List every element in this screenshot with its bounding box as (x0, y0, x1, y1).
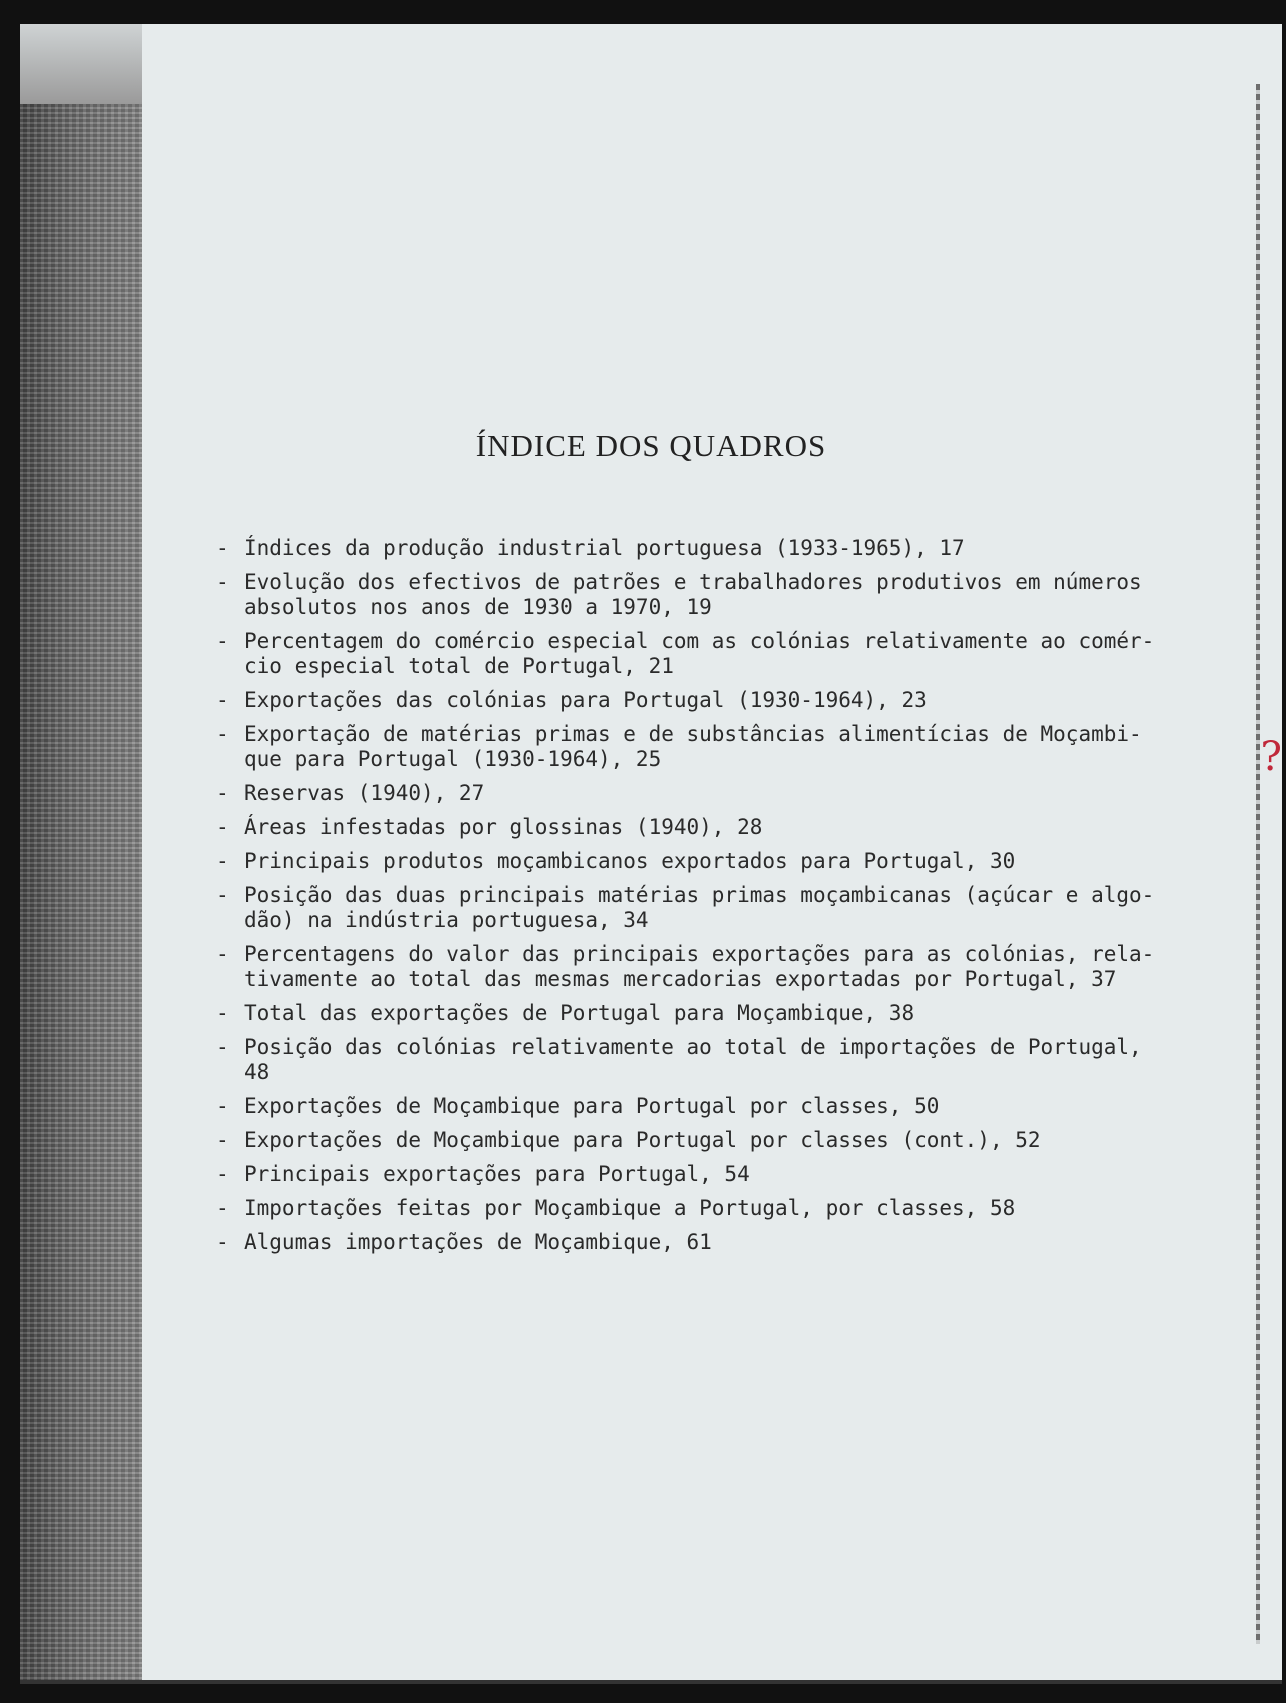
list-item-text: Percentagens do valor das principais exportações para as colónias, rela- tivamente ao total das mesmas mercadorias exportadas por Portugal, 37 (244, 942, 1155, 991)
list-dash: - (216, 722, 229, 746)
margin-mark: ? (1260, 734, 1282, 780)
list-item (216, 536, 1226, 561)
list-item-text: Exportações de Moçambique para Portugal por classes (cont.), 52 (244, 1128, 1041, 1152)
list-item-text: Principais exportações para Portugal, 54 (244, 1162, 750, 1186)
list-item-text: Posição das colónias relativamente ao total de importações de Portugal, 48 (244, 1035, 1142, 1084)
list-item-text: Posição das duas principais matérias primas moçambicanas (açúcar e algo- dão) na indústria portuguesa, 34 (244, 883, 1155, 932)
list-item (216, 1162, 1226, 1187)
page-bottom-edge (20, 1680, 1282, 1684)
list-item-text: Exportação de matérias primas e de substâncias alimentícias de Moçambi- que para Portugal (1930-1964), 25 (244, 722, 1142, 771)
list-item-text: Exportações das colónias para Portugal (1930-1964), 23 (244, 688, 927, 712)
list-item (216, 570, 1226, 620)
list-item-text: Índices da produção industrial portuguesa (1933-1965), 17 (244, 536, 965, 560)
list-dash: - (216, 1196, 229, 1220)
list-dash: - (216, 1094, 229, 1118)
list-item-text: Importações feitas por Moçambique a Portugal, por classes, 58 (244, 1196, 1016, 1220)
list-item-text: Percentagem do comércio especial com as colónias relativamente ao comér- cio especial total de Portugal, 21 (244, 629, 1155, 678)
list-item-text: Exportações de Moçambique para Portugal por classes, 50 (244, 1094, 940, 1118)
list-dash: - (216, 849, 229, 873)
list-dash: - (216, 781, 229, 805)
list-item-text: Evolução dos efectivos de patrões e trabalhadores produtivos em números absolutos nos anos de 1930 a 1970, 19 (244, 570, 1142, 619)
list-dash: - (216, 1001, 229, 1025)
list-item (216, 1128, 1226, 1153)
list-dash: - (216, 942, 229, 966)
binding-shadow-top (20, 24, 142, 104)
list-dash: - (216, 1162, 229, 1186)
list-dash: - (216, 688, 229, 712)
list-item (216, 849, 1226, 874)
list-item (216, 815, 1226, 840)
list-item-text: Áreas infestadas por glossinas (1940), 28 (244, 815, 763, 839)
list-dash: - (216, 629, 229, 653)
list-dash: - (216, 570, 229, 594)
list-dash: - (216, 815, 229, 839)
list-item (216, 1230, 1226, 1255)
list-item (216, 781, 1226, 806)
list-item-text: Reservas (1940), 27 (244, 781, 485, 805)
list-item (216, 629, 1226, 679)
list-item (216, 1196, 1226, 1221)
list-dash: - (216, 1035, 229, 1059)
list-item-text: Principais produtos moçambicanos exportados para Portugal, 30 (244, 849, 1016, 873)
list-item (216, 722, 1226, 772)
list-item-text: Algumas importações de Moçambique, 61 (244, 1230, 712, 1254)
list-dash: - (216, 536, 229, 560)
page-title: ÍNDICE DOS QUADROS (475, 428, 827, 463)
list-item (216, 942, 1226, 992)
list-item (216, 1001, 1226, 1026)
table-index-list (216, 536, 1226, 1264)
document-page (20, 24, 1282, 1684)
list-item-text: Total das exportações de Portugal para Moçambique, 38 (244, 1001, 915, 1025)
list-dash: - (216, 1128, 229, 1152)
list-dash: - (216, 883, 229, 907)
list-item (216, 1094, 1226, 1119)
page-edge (1256, 84, 1260, 1644)
list-dash: - (216, 1230, 229, 1254)
list-item (216, 883, 1226, 933)
list-item (216, 688, 1226, 713)
list-item (216, 1035, 1226, 1085)
binding-shadow (20, 104, 142, 1684)
